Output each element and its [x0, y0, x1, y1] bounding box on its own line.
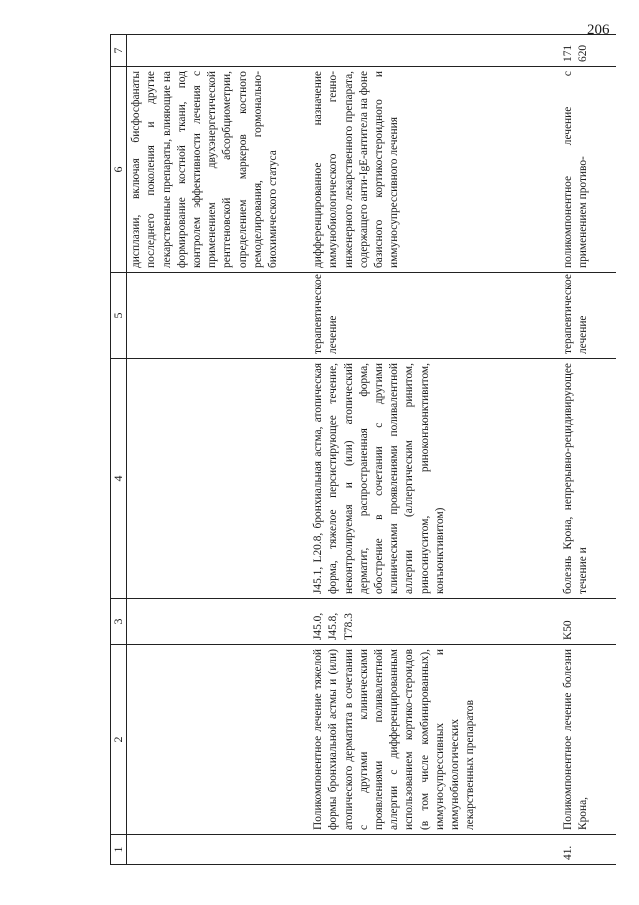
treatment-cell	[127, 645, 310, 835]
cost-norm-cell	[309, 35, 559, 67]
cost-norm-cell: 171 620	[559, 35, 616, 67]
icd-codes-cell: J45.0, J45.8, T78.3	[309, 599, 559, 645]
icd-codes-cell: K50	[559, 599, 616, 645]
row-number-cell	[127, 835, 310, 865]
column-number: 4	[111, 359, 127, 599]
treatment-kind-cell: терапевтическое лечение	[559, 273, 616, 359]
treatment-method-cell: дифференцированное назначение иммунобиологического генно-инженерного лекарственного препарата, содержащего анти-IgE-антитела на фоне базисного кортикостероидного и иммуносупрессивного лечения	[309, 67, 559, 273]
icd-codes-cell	[127, 599, 310, 645]
row-number-cell: 41.	[559, 835, 616, 865]
column-number: 3	[111, 599, 127, 645]
table-row	[127, 35, 310, 865]
rotated-table-sheet	[110, 35, 625, 865]
patient-model-cell	[127, 359, 310, 599]
treatment-cell: Поликомпонентное лечение болезни Крона,	[559, 645, 616, 835]
patient-model-cell: J45.1, L20.8, бронхиальная астма, атопическая форма, тяжелое персистирующее течение, неконтролируемая и (или) атопический дерматит, распространенная форма, обострение в сочетании с другими клиническими проявлениями поливалентной аллергии (аллергическим ринитом, риносинуситом, риноконъюнктивитом, конъюнктивитом)	[309, 359, 559, 599]
column-number: 5	[111, 273, 127, 359]
column-number: 2	[111, 645, 127, 835]
row-number-cell	[309, 835, 559, 865]
column-number: 6	[111, 67, 127, 273]
treatment-cell: Поликомпонентное лечение тяжелой формы бронхиальной астмы и (или) атопического дерматита в сочетании с другими клиническими проявлениями поливалентной аллергии с дифференцированным использованием кортико-стероидов (в том числе комбинированных), иммуносупрессивных и иммунобиологических лекарственных препаратов	[309, 645, 559, 835]
page-number: 206	[587, 22, 610, 38]
patient-model-cell: болезнь Крона, непрерывно-рецидивирующее течение и	[559, 359, 616, 599]
treatment-method-cell: поликомпонентное лечение с применением противо-	[559, 67, 616, 273]
treatment-kind-cell: терапевтическое лечение	[309, 273, 559, 359]
cost-norm-cell	[127, 35, 310, 67]
column-number-row	[111, 35, 127, 865]
treatment-kind-cell	[127, 273, 310, 359]
table-row	[309, 35, 559, 865]
treatment-method-cell: дисплазии, включая бисфосфанаты последнего поколения и другие лекарственные препараты, влияющие на формирование костной ткани, под контролем эффективности лечения с применением двухэнергетической рентгеновской абсорбциометрии, определением маркеров костного ремоделирования, гормонально-биохимического статуса	[127, 67, 310, 273]
table-row	[559, 35, 616, 865]
column-number: 1	[111, 835, 127, 865]
treatment-table	[110, 34, 616, 865]
column-number: 7	[111, 35, 127, 67]
